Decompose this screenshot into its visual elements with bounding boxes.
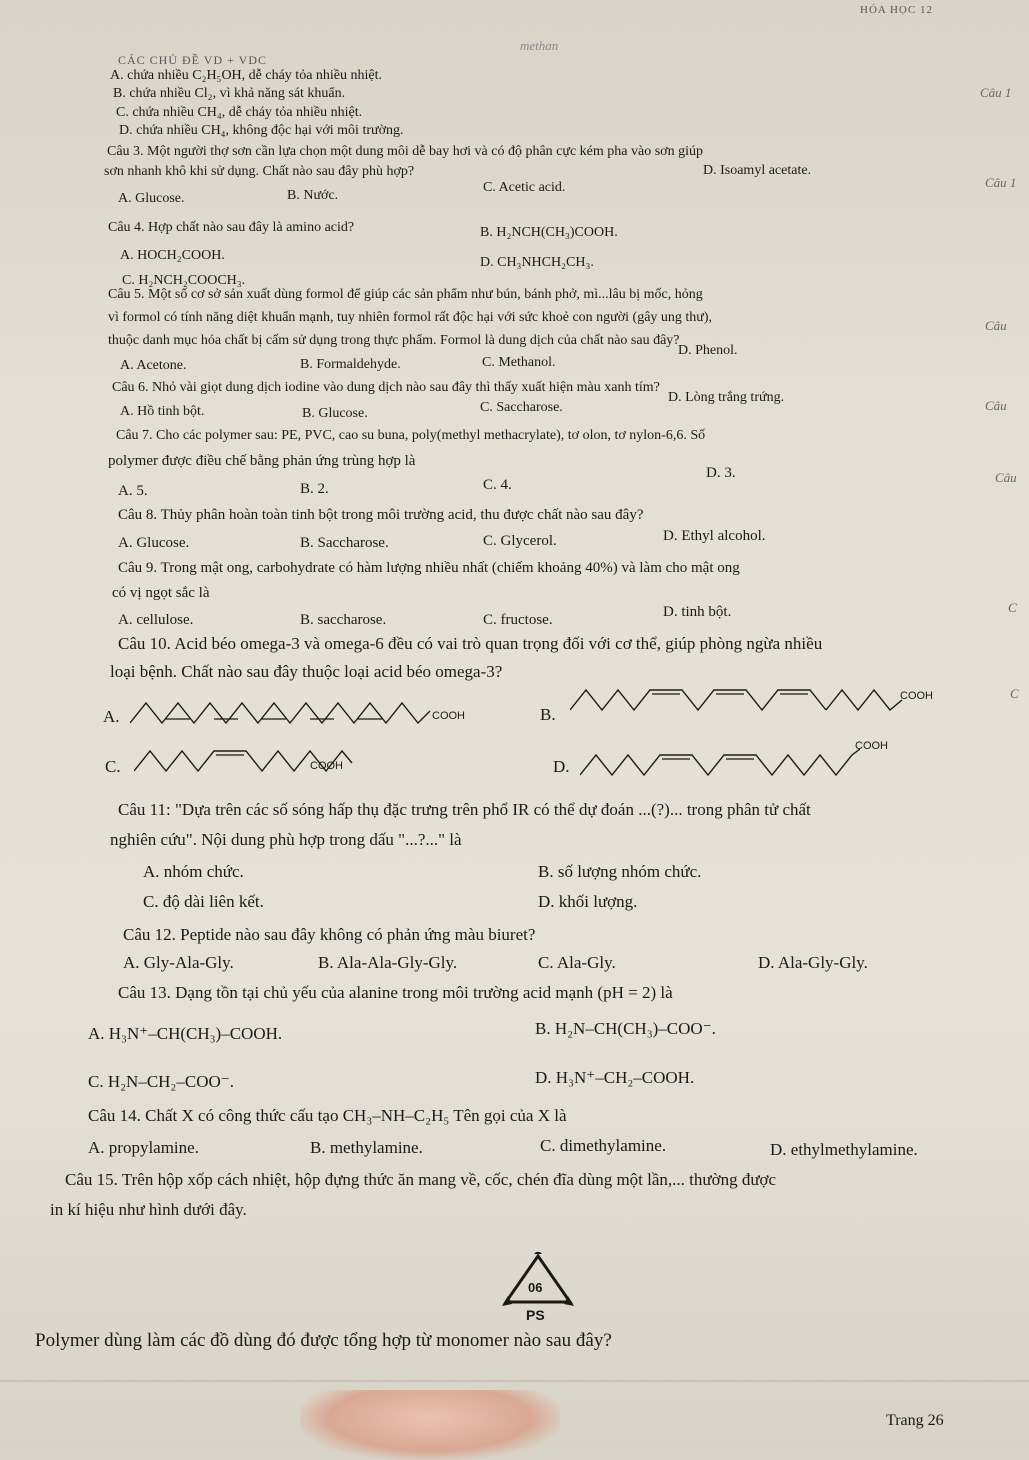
q4-option-c: C. H₂NCH₂COOCH₃.: [122, 273, 246, 288]
q6-option-d: D. Lòng trắng trứng.: [668, 390, 785, 405]
q14-option-c: C. dimethylamine.: [540, 1136, 667, 1155]
q11-option-b: B. số lượng nhóm chức.: [538, 862, 702, 881]
q15-stem-2: in kí hiệu như hình dưới đây.: [50, 1200, 247, 1219]
q9-option-a: A. cellulose.: [118, 612, 194, 628]
q3-stem-1: Câu 3. Một người thợ sơn cần lựa chọn một dung môi dễ bay hơi và có độ phân cực kém pha vào sơn giúp: [107, 144, 703, 159]
recycle-label: PS: [526, 1307, 545, 1323]
q8-option-c: C. Glycerol.: [483, 533, 557, 549]
q10-option-d-cooh: COOH: [855, 740, 888, 752]
q8-option-a: A. Glucose.: [118, 535, 190, 551]
q15-stem-1: Câu 15. Trên hộp xốp cách nhiệt, hộp đựng thức ăn mang về, cốc, chén đĩa dùng một lần,... thường được: [65, 1170, 777, 1189]
q7-stem-2: polymer được điều chế bằng phản ứng trùng hợp là: [108, 453, 416, 469]
q10-stem-2: loại bệnh. Chất nào sau đây thuộc loại acid béo omega-3?: [110, 662, 503, 681]
q11-stem-1: Câu 11: "Dựa trên các số sóng hấp thụ đặc trưng trên phổ IR có thể dự đoán ...(?)... trong phân tử chất: [118, 800, 811, 819]
q12-option-b: B. Ala-Ala-Gly-Gly.: [318, 953, 458, 972]
page-fold-line: [0, 1380, 1029, 1382]
q7-stem-1: Câu 7. Cho các polymer sau: PE, PVC, cao su buna, poly(methyl methacrylate), tơ olon, tơ nylon-6,6. Số: [116, 428, 706, 443]
q10-option-d-label: D.: [553, 757, 570, 776]
q12-option-d: D. Ala-Gly-Gly.: [758, 953, 868, 972]
q14-option-d: D. ethylmethylamine.: [770, 1140, 918, 1159]
q10-option-b-label: B.: [540, 705, 556, 724]
margin-fragment-7: C: [1010, 686, 1019, 701]
q9-option-b: B. saccharose.: [300, 612, 387, 628]
q2-option-a: A. chứa nhiều C₂H₅OH, dễ cháy tỏa nhiều nhiệt.: [110, 68, 383, 83]
q2-option-d: D. chứa nhiều CH₄, không độc hại với môi trường.: [119, 123, 404, 138]
q5-option-d: D. Phenol.: [678, 343, 738, 358]
q13-option-c: C. H₂N–CH₂–COO⁻.: [88, 1072, 234, 1091]
q2-option-c: C. chứa nhiều CH₄, dễ cháy tỏa nhiều nhiệt.: [116, 105, 363, 120]
margin-fragment-4: Câu: [985, 398, 1007, 413]
q10-option-c-cooh: COOH: [310, 760, 343, 772]
q11-option-a: A. nhóm chức.: [143, 862, 244, 881]
recycle-code: 06: [528, 1280, 543, 1295]
q10-option-b-tail: [826, 680, 906, 714]
q7-option-d: D. 3.: [706, 465, 736, 481]
q11-option-c: C. độ dài liên kết.: [143, 892, 264, 911]
handwritten-note: methan: [520, 38, 559, 53]
q4-option-d: D. CH₃NHCH₂CH₃.: [480, 255, 594, 270]
q3-option-c: C. Acetic acid.: [483, 180, 566, 195]
q9-option-c: C. fructose.: [483, 612, 553, 628]
q13-option-d: D. H₃N⁺–CH₂–COOH.: [535, 1068, 695, 1087]
q12-stem: Câu 12. Peptide nào sau đây không có phản ứng màu biuret?: [123, 925, 536, 944]
q8-stem: Câu 8. Thủy phân hoàn toàn tinh bột trong môi trường acid, thu được chất nào sau đây?: [118, 507, 644, 523]
q8-option-b: B. Saccharose.: [300, 535, 389, 551]
q7-option-b: B. 2.: [300, 481, 329, 497]
q6-option-b: B. Glucose.: [302, 406, 368, 421]
q13-option-b: B. H₂N–CH(CH₃)–COO⁻.: [535, 1019, 716, 1038]
q10-stem-1: Câu 10. Acid béo omega-3 và omega-6 đều có vai trò quan trọng đối với cơ thể, giúp phòng ngừa nhiều: [118, 634, 823, 653]
q9-stem-1: Câu 9. Trong mật ong, carbohydrate có hàm lượng nhiều nhất (chiếm khoảng 40%) và làm cho mật ong: [118, 560, 740, 576]
q11-stem-2: nghiên cứu". Nội dung phù hợp trong dấu "...?..." là: [110, 830, 462, 849]
q5-option-a: A. Acetone.: [120, 358, 187, 373]
subject-header: HÓA HỌC 12: [860, 4, 933, 16]
topic-header: CÁC CHỦ ĐỀ VD + VDC: [118, 53, 268, 67]
q14-stem: Câu 14. Chất X có công thức cấu tạo CH₃–NH–C₂H₅ Tên gọi của X là: [88, 1106, 567, 1125]
q10-option-a-label: A.: [103, 707, 120, 726]
q3-option-b: B. Nước.: [287, 188, 339, 203]
q5-stem-2: vì formol có tính năng diệt khuẩn mạnh, tuy nhiên formol rất độc hại với sức khoẻ con người (gây ung thư),: [108, 310, 713, 325]
q6-option-c: C. Saccharose.: [480, 400, 563, 415]
q5-stem-1: Câu 5. Một số cơ sở sản xuất dùng formol để giúp các sản phẩm như bún, bánh phở, mì...lâu bị mốc, hỏng: [108, 287, 703, 302]
q14-option-a: A. propylamine.: [88, 1138, 199, 1157]
finger-shadow: [300, 1390, 560, 1460]
q7-option-c: C. 4.: [483, 477, 512, 493]
q4-stem: Câu 4. Hợp chất nào sau đây là amino acid?: [108, 220, 355, 235]
q13-stem: Câu 13. Dạng tồn tại chủ yếu của alanine trong môi trường acid mạnh (pH = 2) là: [118, 983, 673, 1002]
q5-option-c: C. Methanol.: [482, 355, 556, 370]
q4-option-b: B. H₂NCH(CH₃)COOH.: [480, 225, 618, 240]
q9-stem-2: có vị ngọt sắc là: [112, 585, 210, 601]
q3-option-a: A. Glucose.: [118, 191, 185, 206]
q11-option-d: D. khối lượng.: [538, 892, 638, 911]
q12-option-a: A. Gly-Ala-Gly.: [123, 953, 234, 972]
margin-fragment-3: Câu: [985, 318, 1007, 333]
q2-option-b: B. chứa nhiều Cl₂, vì khả năng sát khuẩn.: [113, 86, 346, 101]
q3-stem-2: sơn nhanh khô khi sử dụng. Chất nào sau đây phù hợp?: [104, 164, 415, 179]
margin-fragment-5: Câu: [995, 470, 1017, 485]
q12-option-c: C. Ala-Gly.: [538, 953, 616, 972]
q10-option-a-cooh: COOH: [432, 710, 465, 722]
q5-stem-3: thuộc danh mục hóa chất bị cấm sử dụng trong thực phẩm. Formol là dung dịch của chất nào sau đây?: [108, 333, 680, 348]
q10-option-d-structure: [580, 745, 860, 779]
q13-option-a: A. H₃N⁺–CH(CH₃)–COOH.: [88, 1024, 283, 1043]
margin-fragment-2: Câu 1: [985, 175, 1017, 190]
page-number: Trang 26: [886, 1412, 944, 1429]
margin-fragment-1: Câu 1: [980, 85, 1012, 100]
q7-option-a: A. 5.: [118, 483, 148, 499]
q10-option-a-structure: [130, 697, 470, 727]
q10-option-c-label: C.: [105, 757, 121, 776]
q8-option-d: D. Ethyl alcohol.: [663, 528, 766, 544]
margin-fragment-6: C: [1008, 600, 1017, 615]
q10-option-b-structure: [570, 680, 830, 714]
q5-option-b: B. Formaldehyde.: [300, 357, 401, 372]
q6-stem: Câu 6. Nhỏ vài giọt dung dịch iodine vào dung dịch nào sau đây thì thấy xuất hiện màu xanh tím?: [112, 380, 660, 395]
q4-option-a: A. HOCH₂COOH.: [120, 248, 225, 263]
q14-option-b: B. methylamine.: [310, 1138, 423, 1157]
recycle-symbol: [498, 1252, 578, 1322]
q3-option-d: D. Isoamyl acetate.: [703, 163, 812, 178]
q9-option-d: D. tinh bột.: [663, 604, 732, 620]
q15-stem-3: Polymer dùng làm các đồ dùng đó được tổng hợp từ monomer nào sau đây?: [35, 1330, 612, 1351]
q10-option-b-cooh: COOH: [900, 690, 933, 702]
q6-option-a: A. Hồ tinh bột.: [120, 404, 205, 419]
